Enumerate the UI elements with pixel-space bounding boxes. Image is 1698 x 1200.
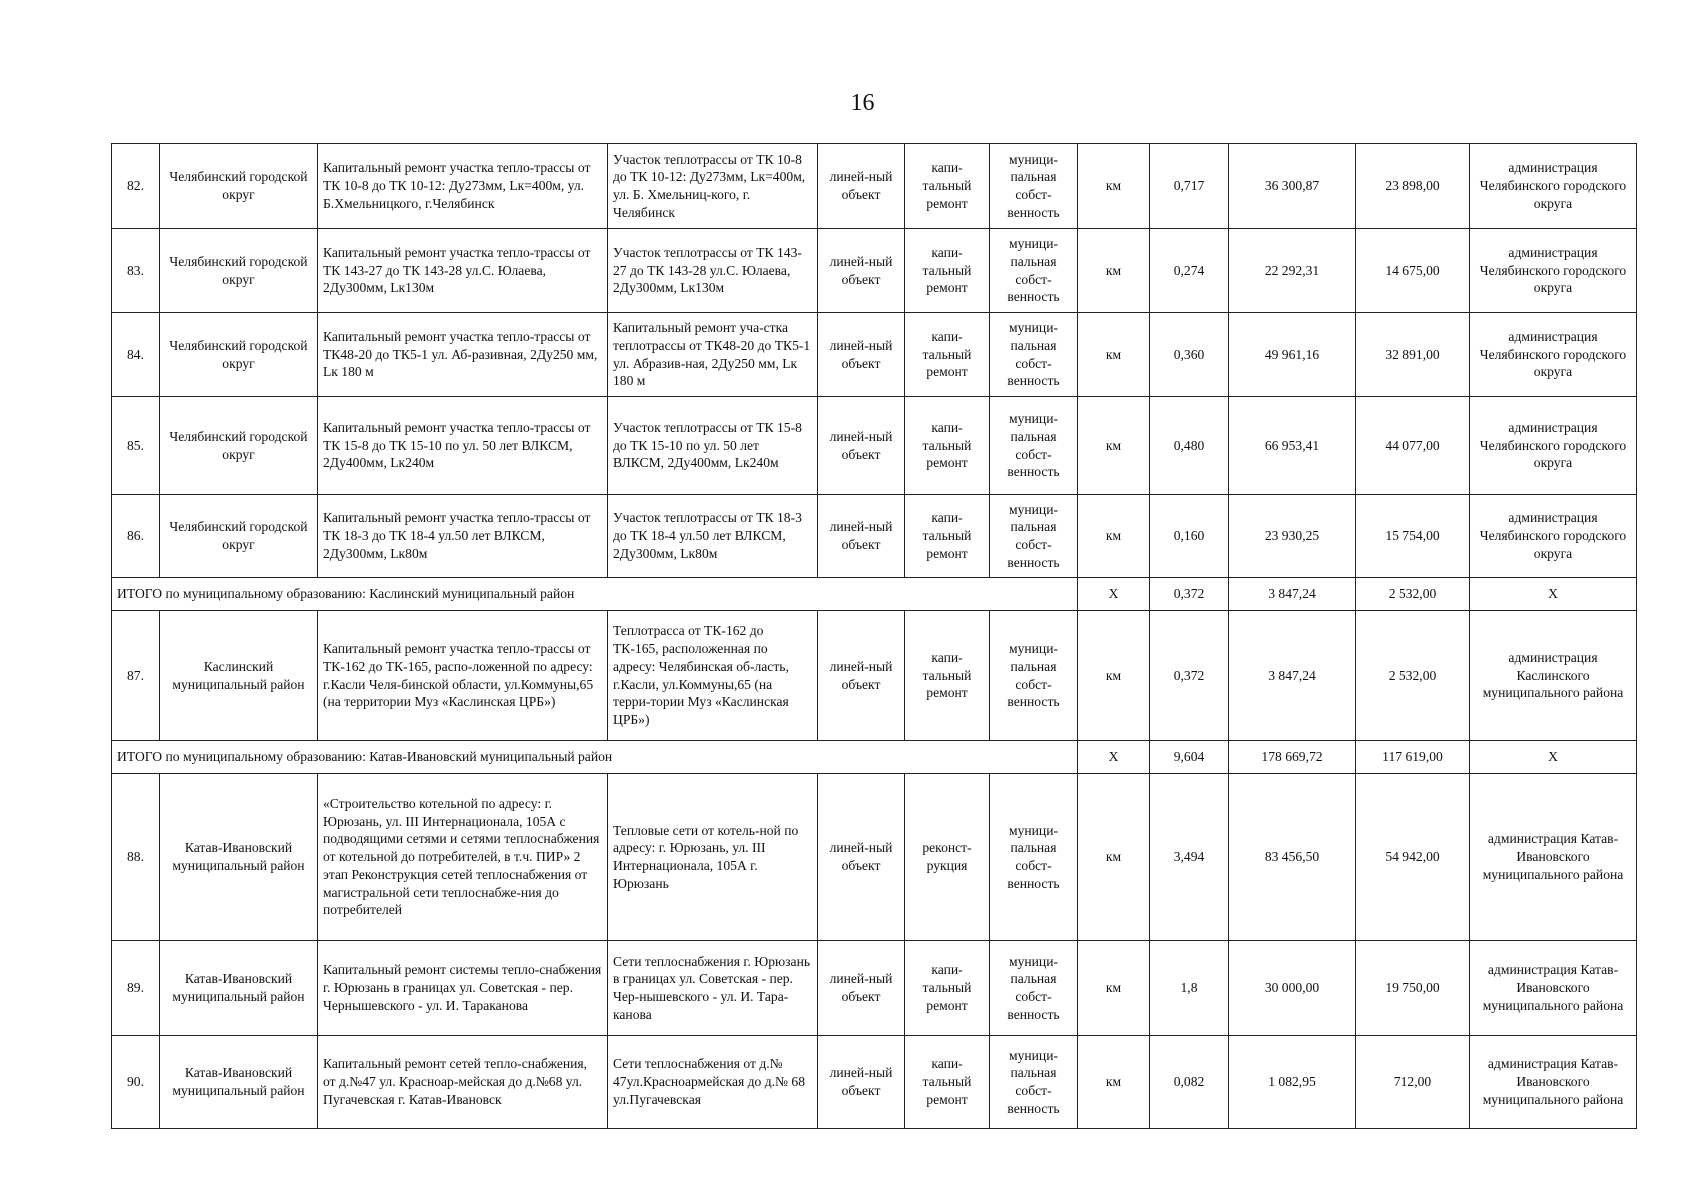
length-cell: 0,082	[1150, 1036, 1229, 1129]
row-number: 85.	[112, 397, 160, 495]
total-cost-cell: 3 847,24	[1229, 611, 1356, 741]
work-type-cell: капи-тальный ремонт	[905, 144, 990, 229]
budget-cost-cell: 14 675,00	[1356, 229, 1470, 313]
administrator-cell: администрация Катав-Ивановского муниципального района	[1470, 941, 1637, 1036]
ownership-cell: муници-пальная собст-венность	[990, 229, 1078, 313]
length-cell: 0,480	[1150, 397, 1229, 495]
budget-cost-cell: 32 891,00	[1356, 313, 1470, 397]
municipality-cell: Челябинский городской округ	[160, 229, 318, 313]
table-body	[112, 144, 1637, 1129]
object-cell: Участок теплотрассы от ТК 143-27 до ТК 143-28 ул.С. Юлаева, 2Ду300мм, Lк130м	[608, 229, 818, 313]
work-type-cell: реконст-рукция	[905, 774, 990, 941]
table-row	[112, 313, 1637, 397]
budget-cost-cell: 712,00	[1356, 1036, 1470, 1129]
total-cost-cell: 23 930,25	[1229, 495, 1356, 578]
work-type-cell: капи-тальный ремонт	[905, 397, 990, 495]
summary-total-cost-cell: 3 847,24	[1229, 578, 1356, 611]
work-type-cell: капи-тальный ремонт	[905, 941, 990, 1036]
total-cost-cell: 36 300,87	[1229, 144, 1356, 229]
row-number: 90.	[112, 1036, 160, 1129]
summary-row	[112, 741, 1637, 774]
municipality-cell: Челябинский городской округ	[160, 495, 318, 578]
length-cell: 0,372	[1150, 611, 1229, 741]
project-name-cell: Капитальный ремонт участка тепло-трассы от ТК48-20 до ТК5-1 ул. Аб-разивная, 2Ду250 мм, Lк 180 м	[318, 313, 608, 397]
ownership-cell: муници-пальная собст-венность	[990, 774, 1078, 941]
budget-cost-cell: 54 942,00	[1356, 774, 1470, 941]
table-row	[112, 495, 1637, 578]
summary-budget-cost-cell: 2 532,00	[1356, 578, 1470, 611]
ownership-cell: муници-пальная собст-венность	[990, 941, 1078, 1036]
project-name-cell: Капитальный ремонт сетей тепло-снабжения, от д.№47 ул. Красноар-мейская до д.№68 ул. Пугачевская г. Катав-Ивановск	[318, 1036, 608, 1129]
administrator-cell: администрация Челябинского городского округа	[1470, 144, 1637, 229]
row-number: 84.	[112, 313, 160, 397]
work-type-cell: капи-тальный ремонт	[905, 313, 990, 397]
summary-length-cell: 0,372	[1150, 578, 1229, 611]
budget-cost-cell: 15 754,00	[1356, 495, 1470, 578]
project-name-cell: Капитальный ремонт участка тепло-трассы от ТК 15-8 до ТК 15-10 по ул. 50 лет ВЛКСМ, 2Ду400мм, Lк240м	[318, 397, 608, 495]
object-kind-cell: линей-ный объект	[818, 774, 905, 941]
summary-admin-cell: Х	[1470, 578, 1637, 611]
administrator-cell: администрация Челябинского городского округа	[1470, 313, 1637, 397]
municipality-cell: Челябинский городской округ	[160, 144, 318, 229]
object-cell: Участок теплотрассы от ТК 18-3 до ТК 18-4 ул.50 лет ВЛКСМ, 2Ду300мм, Lк80м	[608, 495, 818, 578]
length-cell: 0,360	[1150, 313, 1229, 397]
unit-cell: км	[1078, 144, 1150, 229]
object-cell: Тепловые сети от котель-ной по адресу: г. Юрюзань, ул. III Интернационала, 105А г. Юрюзань	[608, 774, 818, 941]
page-number: 16	[850, 90, 875, 116]
unit-cell: км	[1078, 495, 1150, 578]
work-type-cell: капи-тальный ремонт	[905, 1036, 990, 1129]
object-kind-cell: линей-ный объект	[818, 611, 905, 741]
work-type-cell: капи-тальный ремонт	[905, 229, 990, 313]
row-number: 88.	[112, 774, 160, 941]
summary-label: ИТОГО по муниципальному образованию: Каслинский муниципальный район	[112, 578, 1078, 611]
table-row	[112, 397, 1637, 495]
municipality-cell: Катав-Ивановский муниципальный район	[160, 941, 318, 1036]
budget-cost-cell: 19 750,00	[1356, 941, 1470, 1036]
project-name-cell: Капитальный ремонт системы тепло-снабжения г. Юрюзань в границах ул. Советская - пер. Чернышевского - ул. И. Тараканова	[318, 941, 608, 1036]
summary-row	[112, 578, 1637, 611]
object-kind-cell: линей-ный объект	[818, 313, 905, 397]
administrator-cell: администрация Катав-Ивановского муниципального района	[1470, 1036, 1637, 1129]
project-name-cell: Капитальный ремонт участка тепло-трассы от ТК 143-27 до ТК 143-28 ул.С. Юлаева, 2Ду300мм, Lк130м	[318, 229, 608, 313]
total-cost-cell: 83 456,50	[1229, 774, 1356, 941]
work-type-cell: капи-тальный ремонт	[905, 611, 990, 741]
administrator-cell: администрация Челябинского городского округа	[1470, 397, 1637, 495]
total-cost-cell: 22 292,31	[1229, 229, 1356, 313]
object-cell: Сети теплоснабжения г. Юрюзань в границах ул. Советская - пер. Чер-нышевского - ул. И. Тара-канова	[608, 941, 818, 1036]
administrator-cell: администрация Челябинского городского округа	[1470, 229, 1637, 313]
length-cell: 1,8	[1150, 941, 1229, 1036]
administrator-cell: администрация Каслинского муниципального района	[1470, 611, 1637, 741]
row-number: 89.	[112, 941, 160, 1036]
summary-total-cost-cell: 178 669,72	[1229, 741, 1356, 774]
registry-table	[111, 143, 1637, 1129]
row-number: 86.	[112, 495, 160, 578]
ownership-cell: муници-пальная собст-венность	[990, 1036, 1078, 1129]
object-kind-cell: линей-ный объект	[818, 1036, 905, 1129]
unit-cell: км	[1078, 313, 1150, 397]
ownership-cell: муници-пальная собст-венность	[990, 495, 1078, 578]
ownership-cell: муници-пальная собст-венность	[990, 397, 1078, 495]
summary-unit-cell: Х	[1078, 578, 1150, 611]
project-name-cell: «Строительство котельной по адресу: г. Юрюзань, ул. III Интернационала, 105А с подводящими сетями и сетями теплоснабжения от котельной до потребителей, в т.ч. ПИР» 2 этап Реконструкция сетей теплоснабжения от магистральной сети теплоснабже-ния до потребителей	[318, 774, 608, 941]
budget-cost-cell: 23 898,00	[1356, 144, 1470, 229]
table-row	[112, 774, 1637, 941]
total-cost-cell: 66 953,41	[1229, 397, 1356, 495]
length-cell: 3,494	[1150, 774, 1229, 941]
object-cell: Участок теплотрассы от ТК 10-8 до ТК 10-12: Ду273мм, Lк=400м, ул. Б. Хмельниц-кого, г. Челябинск	[608, 144, 818, 229]
length-cell: 0,274	[1150, 229, 1229, 313]
object-kind-cell: линей-ный объект	[818, 229, 905, 313]
total-cost-cell: 49 961,16	[1229, 313, 1356, 397]
length-cell: 0,160	[1150, 495, 1229, 578]
row-number: 87.	[112, 611, 160, 741]
row-number: 82.	[112, 144, 160, 229]
object-kind-cell: линей-ный объект	[818, 397, 905, 495]
table-row	[112, 1036, 1637, 1129]
ownership-cell: муници-пальная собст-венность	[990, 144, 1078, 229]
ownership-cell: муници-пальная собст-венность	[990, 313, 1078, 397]
summary-length-cell: 9,604	[1150, 741, 1229, 774]
municipality-cell: Катав-Ивановский муниципальный район	[160, 1036, 318, 1129]
length-cell: 0,717	[1150, 144, 1229, 229]
object-cell: Капитальный ремонт уча-стка теплотрассы от ТК48-20 до ТК5-1 ул. Абразив-ная, 2Ду250 мм, Lк 180 м	[608, 313, 818, 397]
administrator-cell: администрация Челябинского городского округа	[1470, 495, 1637, 578]
unit-cell: км	[1078, 941, 1150, 1036]
ownership-cell: муници-пальная собст-венность	[990, 611, 1078, 741]
unit-cell: км	[1078, 611, 1150, 741]
budget-cost-cell: 2 532,00	[1356, 611, 1470, 741]
object-cell: Теплотрасса от ТК-162 до ТК-165, расположенная по адресу: Челябинская об-ласть, г.Касли, ул.Коммуны,65 (на терри-тории Муз «Каслинская ЦРБ»)	[608, 611, 818, 741]
unit-cell: км	[1078, 1036, 1150, 1129]
object-kind-cell: линей-ный объект	[818, 941, 905, 1036]
project-name-cell: Капитальный ремонт участка тепло-трассы от ТК 10-8 до ТК 10-12: Ду273мм, Lк=400м, ул. Б.Хмельницкого, г.Челябинск	[318, 144, 608, 229]
project-name-cell: Капитальный ремонт участка тепло-трассы от ТК-162 до ТК-165, распо-ложенной по адресу: г.Касли Челя-бинской области, ул.Коммуны,65 (на территории Муз «Каслинская ЦРБ»)	[318, 611, 608, 741]
municipality-cell: Катав-Ивановский муниципальный район	[160, 774, 318, 941]
row-number: 83.	[112, 229, 160, 313]
municipality-cell: Челябинский городской округ	[160, 313, 318, 397]
object-kind-cell: линей-ный объект	[818, 495, 905, 578]
summary-unit-cell: Х	[1078, 741, 1150, 774]
unit-cell: км	[1078, 229, 1150, 313]
total-cost-cell: 30 000,00	[1229, 941, 1356, 1036]
total-cost-cell: 1 082,95	[1229, 1036, 1356, 1129]
object-kind-cell: линей-ный объект	[818, 144, 905, 229]
summary-label: ИТОГО по муниципальному образованию: Катав-Ивановский муниципальный район	[112, 741, 1078, 774]
summary-budget-cost-cell: 117 619,00	[1356, 741, 1470, 774]
municipality-cell: Каслинский муниципальный район	[160, 611, 318, 741]
table-row	[112, 144, 1637, 229]
summary-admin-cell: Х	[1470, 741, 1637, 774]
table-row	[112, 611, 1637, 741]
unit-cell: км	[1078, 397, 1150, 495]
unit-cell: км	[1078, 774, 1150, 941]
work-type-cell: капи-тальный ремонт	[905, 495, 990, 578]
object-cell: Участок теплотрассы от ТК 15-8 до ТК 15-10 по ул. 50 лет ВЛКСМ, 2Ду400мм, Lк240м	[608, 397, 818, 495]
project-name-cell: Капитальный ремонт участка тепло-трассы от ТК 18-3 до ТК 18-4 ул.50 лет ВЛКСМ, 2Ду300мм, Lк80м	[318, 495, 608, 578]
municipality-cell: Челябинский городской округ	[160, 397, 318, 495]
table-row	[112, 229, 1637, 313]
administrator-cell: администрация Катав-Ивановского муниципального района	[1470, 774, 1637, 941]
object-cell: Сети теплоснабжения от д.№ 47ул.Красноармейская до д.№ 68 ул.Пугачевская	[608, 1036, 818, 1129]
table-row	[112, 941, 1637, 1036]
budget-cost-cell: 44 077,00	[1356, 397, 1470, 495]
